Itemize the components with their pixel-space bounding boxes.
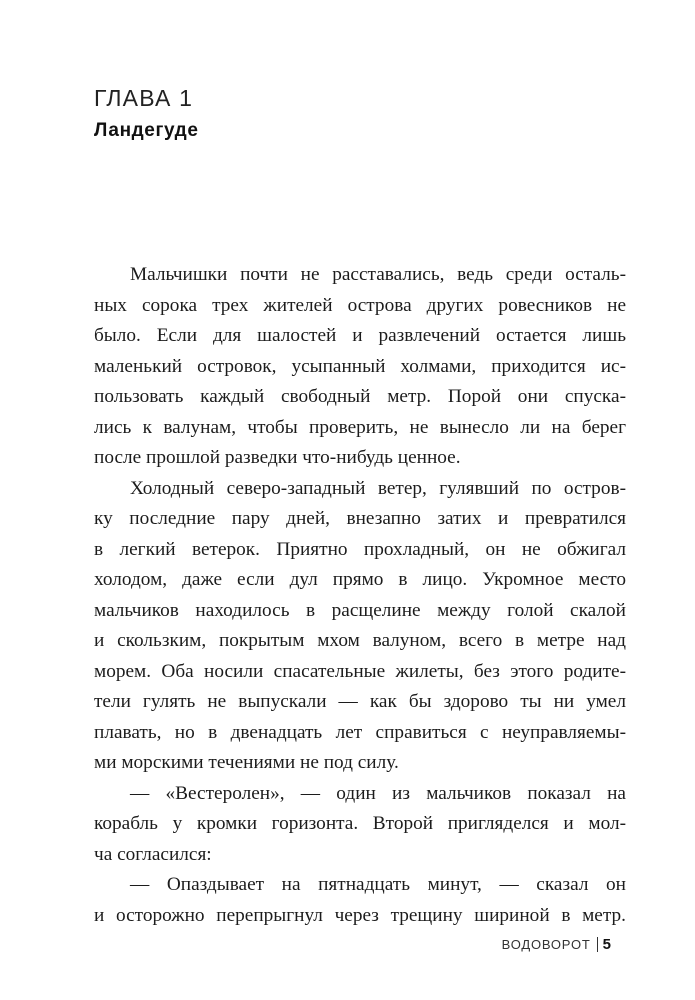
text-line: — Опаздывает на пятнадцать минут, — сказал он	[130, 874, 626, 895]
text-line: корабль у кромки горизонта. Второй пригляделся и мол-	[94, 813, 626, 834]
text-line: холодом, даже если дул прямо в лицо. Укромное место	[94, 569, 626, 590]
text-line: лись к валунам, чтобы проверить, не вынесло ли на берег	[94, 416, 626, 438]
text-line: после прошлой разведки что-нибудь ценное.	[94, 447, 461, 468]
text-line: ку последние пару дней, внезапно затих и превратился	[94, 508, 626, 529]
running-footer	[502, 936, 611, 953]
text-line: плавать, но в двенадцать лет справиться с неуправляемы-	[94, 721, 626, 743]
text-line: ных сорока трех жителей острова других ровесников не	[94, 294, 626, 316]
body-text	[94, 260, 626, 931]
text-line: и осторожно перепрыгнул через трещину шириной в метр.	[94, 904, 626, 926]
footer-divider	[597, 937, 598, 952]
text-line: Холодный северо-западный ветер, гулявший по остров-	[130, 477, 626, 499]
text-line: было. Если для шалостей и развлечений остается лишь	[94, 325, 626, 346]
text-line: мальчиков находилось в расщелине между голой скалой	[94, 599, 626, 621]
chapter-number: ГЛАВА 1	[94, 85, 194, 111]
text-line: морем. Оба носили спасательные жилеты, без этого родите-	[94, 660, 626, 682]
chapter-heading	[94, 84, 199, 143]
footer-book-title: ВОДОВОРОТ	[501, 937, 591, 952]
text-line: пользовать каждый свободный метр. Порой они спуска-	[94, 386, 626, 407]
text-line: тели гулять не выпускали — как бы здорово ты ни умел	[94, 691, 626, 712]
text-line: и скользким, покрытым мхом валуном, всего в метре над	[94, 630, 626, 651]
text-line: маленький островок, усыпанный холмами, приходится ис-	[94, 355, 626, 377]
text-line: в легкий ветерок. Приятно прохладный, он не обжигал	[94, 538, 626, 560]
chapter-title: Ландегуде	[94, 120, 199, 141]
text-line: Мальчишки почти не расставались, ведь среди осталь-	[130, 264, 626, 285]
text-line: ча согласился:	[94, 843, 212, 865]
text-line: — «Вестеролен», — один из мальчиков показал на	[130, 782, 626, 804]
page-number: 5	[602, 936, 611, 953]
text-line: ми морскими течениями не под силу.	[94, 752, 399, 773]
